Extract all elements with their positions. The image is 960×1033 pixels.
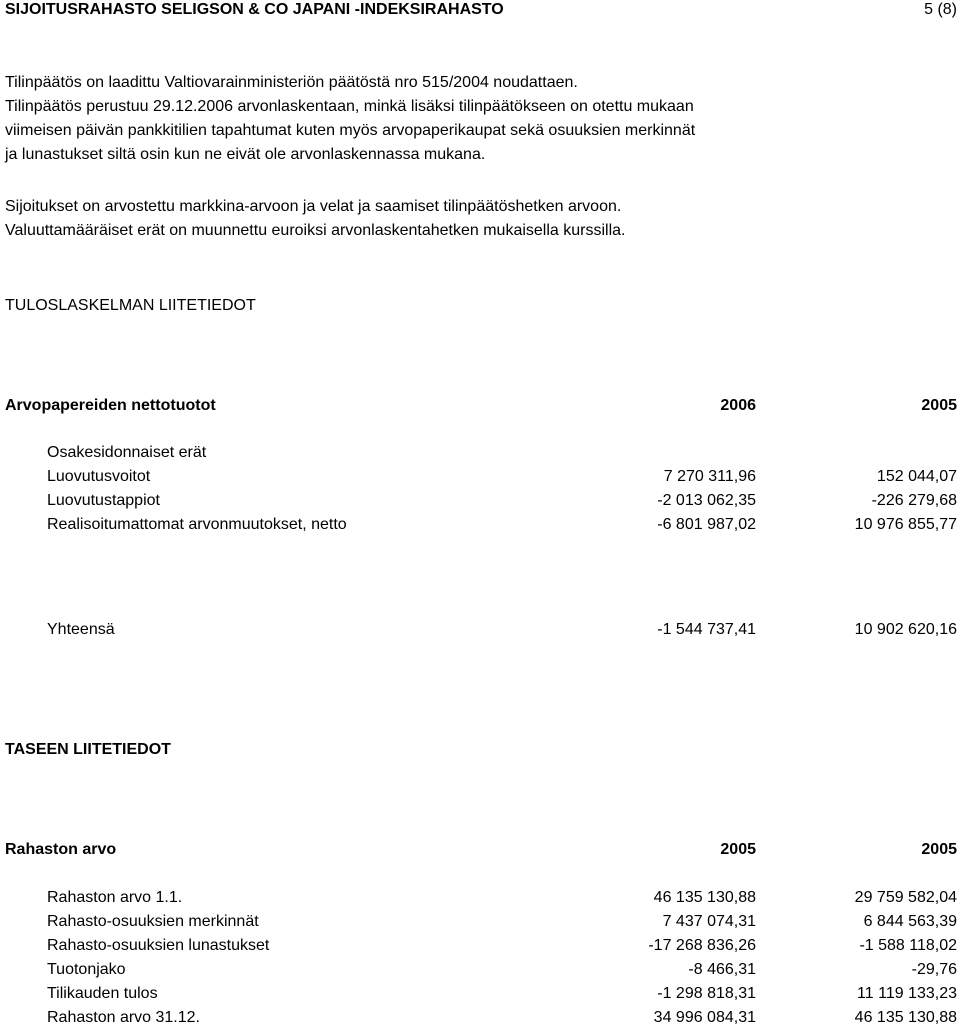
income-row-label: Realisoitumattomat arvonmuutokset, netto bbox=[47, 516, 347, 533]
valuation-line-2: Valuuttamääräiset erät on muunnettu euroiksi arvonlaskentahetken mukaisella kurssilla. bbox=[5, 222, 626, 239]
balance-row-value-2: 29 759 582,04 bbox=[854, 889, 957, 906]
balance-row-label: Rahasto-osuuksien merkinnät bbox=[47, 913, 259, 930]
income-row-label: Luovutustappiot bbox=[47, 492, 160, 509]
balance-row-label: Rahaston arvo 1.1. bbox=[47, 889, 183, 906]
balance-row-label: Rahasto-osuuksien lunastukset bbox=[47, 937, 270, 954]
income-row-value-2006: -6 801 987,02 bbox=[657, 516, 756, 533]
valuation-line-1: Sijoitukset on arvostettu markkina-arvoon ja velat ja saamiset tilinpäätöshetken arvoon. bbox=[5, 198, 622, 215]
income-row-value-2005: -226 279,68 bbox=[871, 492, 957, 509]
intro-line-3: viimeisen päivän pankkitilien tapahtumat kuten myös arvopaperikaupat sekä osuuksien merkinnät bbox=[5, 122, 696, 139]
balance-row-value-1: 7 437 074,31 bbox=[662, 913, 756, 930]
balance-col-1: 2005 bbox=[720, 841, 756, 858]
income-notes-heading: TULOSLASKELMAN LIITETIEDOT bbox=[5, 297, 256, 314]
intro-line-2: Tilinpäätös perustuu 29.12.2006 arvonlaskentaan, minkä lisäksi tilinpäätökseen on otettu mukaan bbox=[5, 98, 694, 115]
income-col-2006: 2006 bbox=[720, 397, 756, 414]
balance-row-value-2: -29,76 bbox=[911, 961, 957, 978]
balance-row-value-1: 34 996 084,31 bbox=[653, 1009, 756, 1026]
balance-col-2: 2005 bbox=[921, 841, 957, 858]
income-total-2005: 10 902 620,16 bbox=[854, 621, 957, 638]
balance-row-value-1: -8 466,31 bbox=[688, 961, 756, 978]
page-number: 5 (8) bbox=[924, 1, 957, 18]
income-row-value-2006: -2 013 062,35 bbox=[657, 492, 756, 509]
balance-row-value-2: 6 844 563,39 bbox=[863, 913, 957, 930]
balance-row-label: Tilikauden tulos bbox=[47, 985, 158, 1002]
balance-table-title: Rahaston arvo bbox=[5, 841, 117, 858]
balance-row-value-2: 46 135 130,88 bbox=[854, 1009, 957, 1026]
balance-row-value-1: -17 268 836,26 bbox=[648, 937, 756, 954]
income-total-2006: -1 544 737,41 bbox=[657, 621, 756, 638]
intro-line-1: Tilinpäätös on laadittu Valtiovarainministeriön päätöstä nro 515/2004 noudattaen. bbox=[5, 74, 578, 91]
income-row-value-2006: 7 270 311,96 bbox=[663, 468, 756, 485]
income-row-value-2005: 10 976 855,77 bbox=[854, 516, 957, 533]
income-row-label: Luovutusvoitot bbox=[47, 468, 151, 485]
balance-row-value-2: -1 588 118,02 bbox=[859, 937, 957, 954]
balance-notes-heading: TASEEN LIITETIEDOT bbox=[5, 741, 171, 758]
intro-line-4: ja lunastukset siltä osin kun ne eivät ole arvonlaskennassa mukana. bbox=[5, 146, 486, 163]
income-col-2005: 2005 bbox=[921, 397, 957, 414]
document-title: SIJOITUSRAHASTO SELIGSON & CO JAPANI -INDEKSIRAHASTO bbox=[5, 1, 504, 18]
income-row-value-2005: 152 044,07 bbox=[876, 468, 957, 485]
income-total-label: Yhteensä bbox=[47, 621, 115, 638]
balance-row-label: Rahaston arvo 31.12. bbox=[47, 1009, 200, 1026]
income-subheading: Osakesidonnaiset erät bbox=[47, 444, 207, 461]
income-table-title: Arvopapereiden nettotuotot bbox=[5, 397, 216, 414]
balance-row-value-1: 46 135 130,88 bbox=[653, 889, 756, 906]
balance-row-value-2: 11 119 133,23 bbox=[857, 985, 957, 1002]
balance-row-label: Tuotonjako bbox=[47, 961, 126, 978]
balance-row-value-1: -1 298 818,31 bbox=[657, 985, 756, 1002]
